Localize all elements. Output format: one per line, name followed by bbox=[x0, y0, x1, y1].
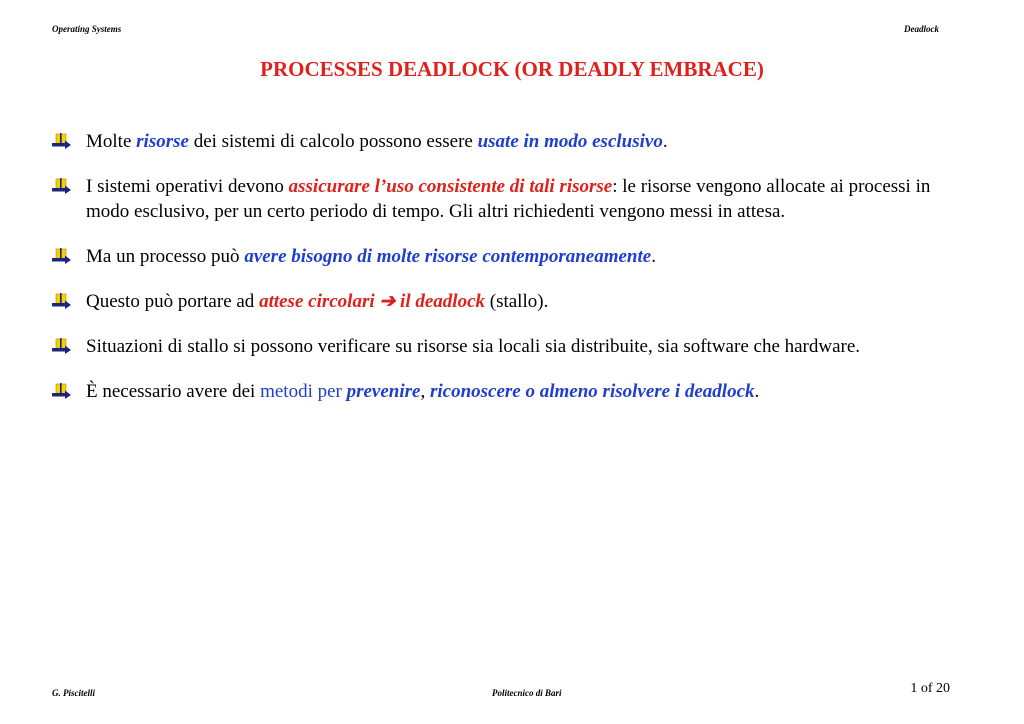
bullet-arrow-icon bbox=[52, 338, 72, 354]
bullet-arrow-icon bbox=[52, 293, 72, 309]
emphasis-text: ➔ bbox=[379, 291, 396, 312]
bullet-text: Molte bbox=[86, 131, 137, 152]
bullet-text: (stallo). bbox=[485, 291, 549, 312]
bullet-text: dei sistemi di calcolo possono essere bbox=[188, 131, 478, 152]
bullet-text: Situazioni di stallo si possono verificare su risorse sia locali sia distribuite, sia software che hardware. bbox=[86, 336, 861, 357]
bullet-item bbox=[52, 289, 952, 314]
bullet-text: . bbox=[662, 131, 668, 152]
bullet-arrow-icon bbox=[52, 178, 72, 194]
bullet-item bbox=[52, 174, 952, 224]
bullet-item bbox=[52, 334, 952, 359]
footer-author: G. Piscitelli bbox=[52, 688, 95, 698]
bullet-arrow-icon bbox=[52, 248, 72, 264]
bullet-text: , bbox=[420, 381, 430, 402]
header-course-name: Operating Systems bbox=[52, 24, 122, 34]
emphasis-text: attese circolari bbox=[259, 291, 380, 312]
emphasis-text: riconoscere o almeno risolvere i deadlock bbox=[429, 381, 755, 402]
bullet-text: . bbox=[651, 246, 656, 267]
bullet-item bbox=[52, 244, 952, 269]
emphasis-text: assicurare l’uso consistente di tali risorse bbox=[288, 176, 613, 197]
bullet-text: : le risorse vengono allocate ai processi in modo esclusivo, per un certo periodo di tempo. Gli altri richiedenti vengono messi in attesa. bbox=[86, 176, 931, 222]
bullet-arrow-icon bbox=[52, 383, 72, 399]
bullet-item bbox=[52, 129, 952, 154]
page-title: PROCESSES DEADLOCK (OR DEADLY EMBRACE) bbox=[260, 57, 764, 81]
header-topic: Deadlock bbox=[904, 24, 939, 34]
emphasis-text: il deadlock bbox=[395, 291, 485, 312]
bullet-list bbox=[52, 129, 952, 424]
page-number: 1 of 20 bbox=[910, 681, 950, 696]
bullet-text: È necessario avere dei bbox=[86, 381, 261, 402]
bullet-text: . bbox=[754, 381, 760, 402]
emphasis-text: avere bisogno di molte risorse contemporaneamente bbox=[244, 246, 652, 267]
bullet-text: Ma un processo può bbox=[86, 246, 245, 267]
emphasis-text: risorse bbox=[136, 131, 189, 152]
footer-institution: Politecnico di Bari bbox=[492, 688, 562, 698]
emphasis-text: prevenire bbox=[346, 381, 421, 402]
bullet-text: I sistemi operativi devono bbox=[86, 176, 289, 197]
emphasis-text: usate in modo esclusivo bbox=[477, 131, 663, 152]
emphasis-text: metodi per bbox=[260, 381, 347, 402]
bullet-item bbox=[52, 379, 952, 404]
bullet-arrow-icon bbox=[52, 133, 72, 149]
bullet-text: Questo può portare ad bbox=[86, 291, 260, 312]
